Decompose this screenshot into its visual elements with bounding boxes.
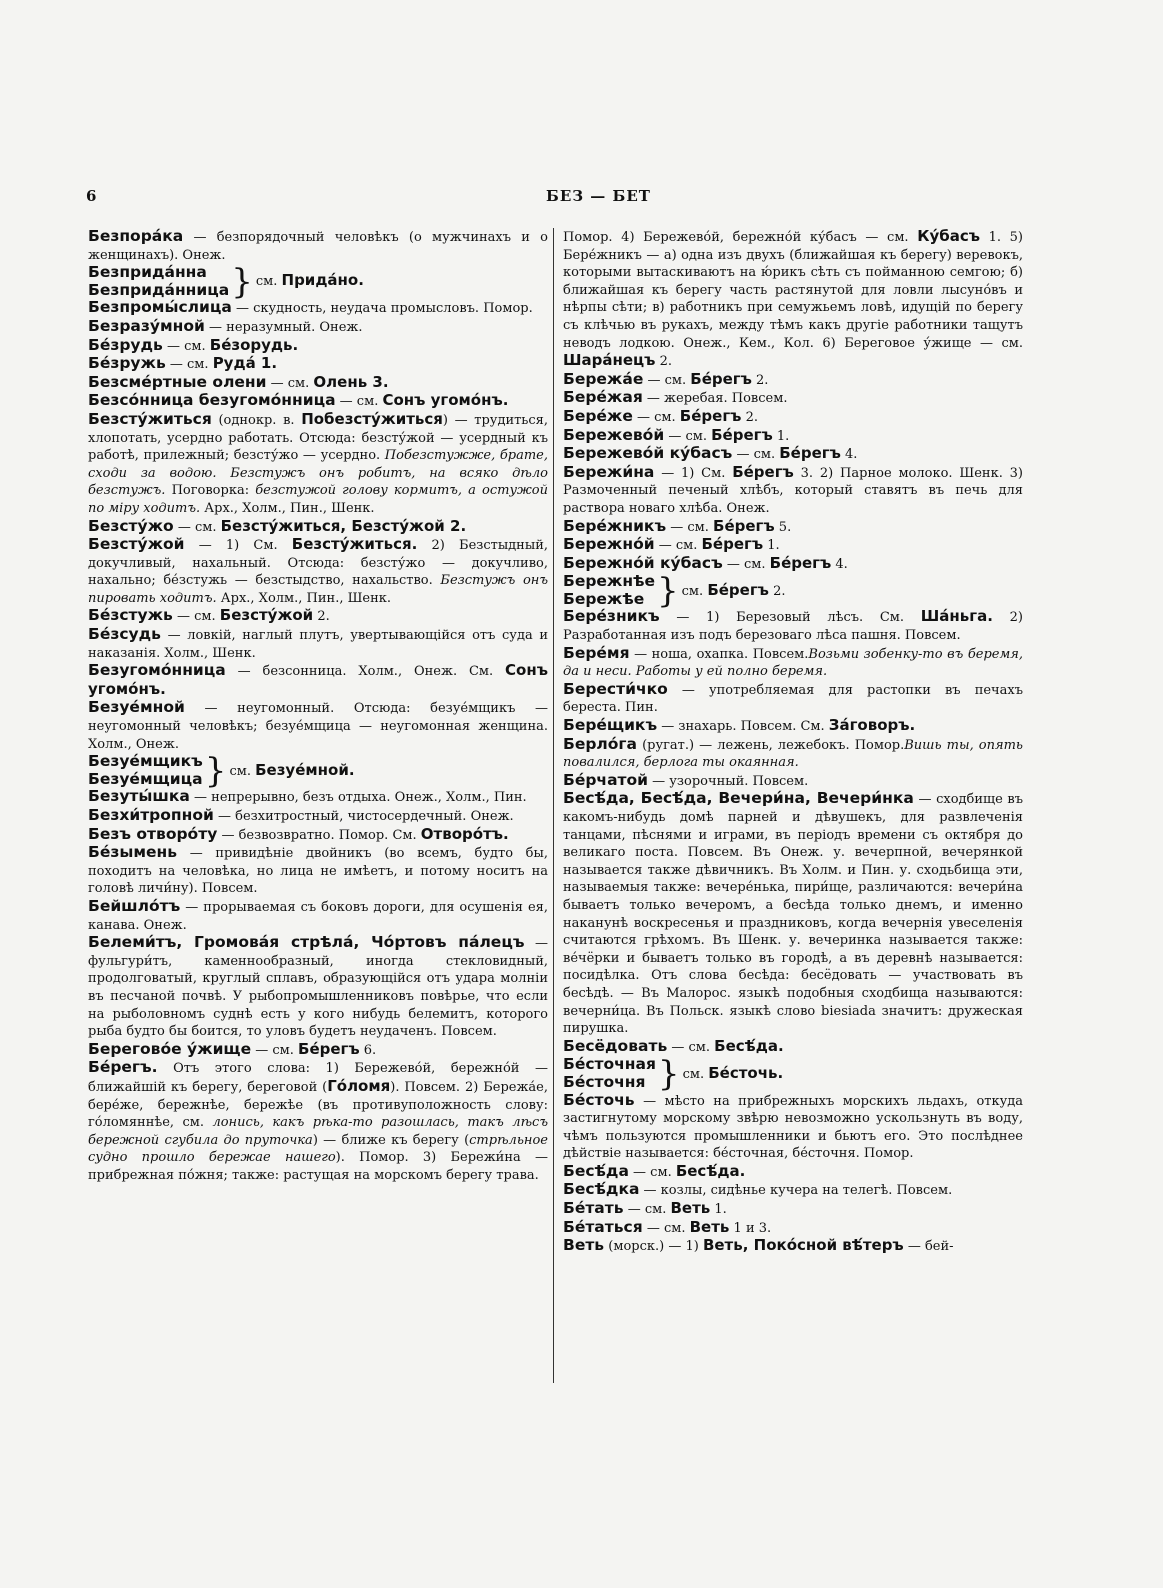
- dictionary-entry: [563, 1163, 1023, 1182]
- headword: Безсо́нница безугомо́нница: [88, 391, 336, 410]
- definition: 2.: [741, 409, 758, 425]
- definition: — см.: [173, 519, 221, 535]
- dictionary-entry: [563, 427, 1023, 446]
- dictionary-entry: [88, 228, 548, 264]
- example-quote: Побезстужже, брате, сходи за водою. Безстужъ онъ робитъ, на всяко дѣло безстужъ.: [88, 448, 549, 499]
- headword: Безуты́шка: [88, 787, 190, 806]
- dictionary-entry: [563, 1237, 1023, 1256]
- entry-group: [563, 1053, 1023, 1094]
- dictionary-entry: [563, 228, 1023, 371]
- reference-word: Бе́регъ: [732, 462, 794, 481]
- brace-symbol: }: [231, 261, 253, 302]
- page-header: [86, 187, 1086, 211]
- definition: — безсонница. Холм., Онеж. См.: [225, 664, 506, 680]
- definition: 1.: [763, 538, 780, 554]
- reference-word: Побезсту́житься: [301, 409, 443, 428]
- see-label: см.: [229, 763, 256, 779]
- dictionary-entry: [88, 626, 548, 662]
- see-label: см.: [681, 583, 708, 599]
- definition: — безпорядочный человѣкъ (о мужчинахъ и о женщинахъ). Онеж.: [88, 230, 548, 263]
- headword: Бережево́й ку́басъ: [563, 444, 733, 463]
- reference-word: Бе́регъ: [298, 1039, 360, 1058]
- headword: Бе́таться: [563, 1217, 643, 1236]
- headword: Безсме́ртные олени: [88, 372, 267, 391]
- reference-word: Бе́регъ: [679, 406, 742, 425]
- headword: Берести́чко: [563, 679, 668, 698]
- definition: — 1) Березовый лѣсъ. См.: [659, 610, 921, 626]
- example-quote: Вишь ты, опять повалился, берлога ты окаянная.: [563, 737, 1023, 771]
- definition: — см.: [632, 409, 680, 425]
- dictionary-entry: [563, 608, 1023, 644]
- definition: — см.: [623, 1202, 671, 1218]
- headword: Берегово́е у́жище: [88, 1039, 252, 1058]
- headword: Бере́мя: [563, 643, 630, 662]
- reference-word: Бе́регъ: [701, 535, 764, 554]
- definition: ) — ближе къ берегу (: [312, 1132, 470, 1148]
- headword: Безуе́мщица: [88, 769, 203, 788]
- dictionary-entry: [88, 807, 548, 826]
- headword: Бере́зникъ: [563, 607, 660, 626]
- definition: — см.: [722, 556, 770, 572]
- reference-word: Бе́регъ: [711, 425, 773, 444]
- reference-word: Бе́зорудь.: [209, 335, 299, 354]
- definition: Поговорка:: [165, 483, 256, 499]
- reference-word: Сонъ угомо́нъ.: [88, 661, 548, 698]
- entry-group: [563, 570, 1023, 611]
- headword-list: [563, 573, 655, 608]
- definition: — см.: [664, 428, 712, 444]
- running-head: БЕЗ — БЕТ: [546, 187, 651, 205]
- definition: — см.: [666, 519, 714, 535]
- entry-group: [88, 750, 548, 791]
- definition: — знахарь. Повсем. См.: [657, 719, 829, 735]
- dictionary-entry: [563, 1200, 1023, 1219]
- reference-word: Бе́регъ: [713, 516, 775, 535]
- headword: Белеми́тъ, Громова́я стрѣла́, Чо́ртовъ па́лецъ: [88, 933, 525, 952]
- dictionary-entry: [563, 408, 1023, 427]
- reference-word: Шара́нецъ: [563, 351, 656, 370]
- definition: — см.: [251, 1042, 299, 1058]
- headword: Бе́зстужь: [88, 606, 173, 625]
- example-quote: Возьми зобенку-то въ беремя, да и неси. Работы у ей полно беремя.: [563, 646, 1023, 680]
- dictionary-entry: [88, 518, 548, 537]
- definition: Отъ этого слова: 1) Бережево́й, бережно́й — ближайшій къ берегу, береговой (: [88, 1061, 548, 1095]
- dictionary-entry: [88, 411, 548, 518]
- definition: 1.: [772, 428, 790, 444]
- reference-word: Прида́но.: [281, 271, 364, 290]
- definition: 1. 5) Бере́жникъ — а) одна изъ двухъ (ближайшая къ берегу) веревокъ, которыми вытаскиваютъ на ю́рикъ сѣть съ пойманною семгою; б) ближайшая къ берегу часть растянутой для ловли лысуно́въ и нѣрпы сѣти; в) работникъ при семужьемъ ловѣ, идущій по берегу съ клѣчью въ рукахъ, между тѣмъ какъ другіе работники тащутъ неводъ лодкою. Онеж., Кем., Кол. 6) Береговое у́жище — см.: [563, 230, 1023, 351]
- definition: — см.: [335, 394, 383, 410]
- definition: — ловкій, наглый плутъ, увертывающійся отъ суда и наказанія. Холм., Шенк.: [88, 628, 548, 661]
- entry-group: [88, 261, 548, 302]
- dictionary-entry: [88, 934, 548, 1041]
- cross-reference: [256, 272, 364, 291]
- dictionary-entry: [563, 736, 1023, 772]
- reference-word: Безуе́мной.: [255, 760, 355, 779]
- headword: Безсту́жо: [88, 516, 174, 535]
- dictionary-entry: [563, 790, 1023, 1037]
- definition: — безхитростный, чистосердечный. Онеж.: [213, 809, 514, 824]
- cross-reference: [682, 582, 786, 601]
- definition: 2) Безстыдный, докучливый, нахальный. Отсюда: безсту́жо — докучливо, нахально; бе́зстужь — безстыдство, нахальство.: [88, 538, 548, 589]
- dictionary-entry: [88, 337, 548, 356]
- headword: Бережно́й ку́басъ: [563, 553, 723, 572]
- definition: — узорочный. Повсем.: [648, 773, 809, 789]
- dictionary-entry: [563, 681, 1023, 717]
- headword-list: [88, 264, 229, 299]
- headword: Бе́зрудь: [88, 335, 163, 354]
- dictionary-entry: [88, 1059, 548, 1184]
- dictionary-entry: [563, 717, 1023, 736]
- reference-word: Веть, Поко́сной вѣ́теръ: [702, 1236, 904, 1255]
- headword: Бе́зсудь: [88, 625, 161, 644]
- headword: Бере́щикъ: [563, 716, 658, 735]
- headword: Безпора́ка: [88, 227, 184, 245]
- reference-word: Безсту́жой: [219, 606, 314, 625]
- reference-suffix: 2.: [768, 583, 786, 599]
- reference-word: Руда́ 1.: [212, 354, 278, 373]
- definition: (однокр. в.: [211, 412, 302, 428]
- reference-word: Олень 3.: [313, 372, 389, 391]
- dictionary-entry: [88, 374, 548, 393]
- headword: Бе́сточная: [563, 1055, 656, 1074]
- definition: — неразумный. Онеж.: [204, 319, 363, 335]
- example-quote: стрѣльное судно прошло бережае нашего: [88, 1132, 548, 1166]
- dictionary-entry: [563, 389, 1023, 408]
- dictionary-entry: [88, 1041, 548, 1060]
- definition: — козлы, сидѣнье кучера на телегѣ. Повсем.: [639, 1183, 953, 1199]
- dictionary-entry: [88, 826, 548, 845]
- definition: ). Помор. 3) Бережи́на — прибрежная по́жня; также: растущая на морскомъ берегу трава.: [88, 1150, 548, 1183]
- definition: — привидѣніе двойникъ (во всемъ, будто бы, походитъ на человѣка, но лица не имѣетъ, и потому носитъ на головѣ личи́ну). Повсем.: [88, 846, 548, 897]
- page-number: 6: [86, 187, 97, 205]
- definition: — неугомонный. Отсюда: безуе́мщикъ — неугомонный человѣкъ; безуе́мщица — неугомонная женщина. Холм., Онеж.: [88, 701, 548, 752]
- definition: 1.: [710, 1202, 727, 1218]
- definition: 4.: [831, 556, 848, 572]
- definition: ) — трудиться, хлопотать, усердно работать. Отсюда: безсту́жой — усердный къ работѣ, прилежный; безсту́жо — усердно.: [88, 412, 548, 464]
- definition: — безвозвратно. Помор. См.: [217, 827, 421, 843]
- headword: Бережѣе: [563, 589, 645, 608]
- dictionary-entry: [563, 445, 1023, 464]
- dictionary-entry: [563, 464, 1023, 518]
- definition: 2.: [313, 609, 330, 625]
- dictionary-entry: [563, 1038, 1023, 1057]
- headword: Бережево́й: [563, 425, 665, 444]
- example-quote: лонись, какъ рѣка-то разошлась, такъ лѣсъ бережной сгубила до пруточка: [88, 1115, 548, 1148]
- dictionary-entry: [88, 844, 548, 898]
- headword: Бе́зружь: [88, 354, 166, 373]
- definition: — см.: [162, 338, 210, 354]
- definition: — мѣсто на прибрежныхъ морскихъ льдахъ, откуда застигнутому морскому звѣрю невозможно ускользнуть въ воду, чѣмъ пользуются промышленники и бьютъ его. Это послѣднее дѣйствіе называется: бе́сточная, бе́сточня. Помор.: [563, 1093, 1023, 1162]
- reference-word: Сонъ угомо́нъ.: [382, 391, 509, 410]
- definition: — фульгури́тъ, каменнообразный, иногда стекловидный, продолговатый, круглый сплавъ, образующійся отъ удара молніи въ песчаной почвѣ. У рыбопромышленниковъ повѣрье, что если на рыболовномъ суднѣ есть у кого нибудь белемитъ, которого рыба будто бы боится, то уловъ будетъ неудаченъ. Повсем.: [88, 936, 548, 1040]
- headword: Бесѣ́да: [563, 1161, 629, 1180]
- headword: Берло́га: [563, 734, 637, 753]
- headword: Бе́зымень: [88, 843, 178, 862]
- reference-word: Отворо́тъ.: [420, 824, 509, 843]
- headword-list: [88, 753, 203, 788]
- dictionary-entry: [563, 772, 1023, 791]
- dictionary-entry: [563, 555, 1023, 574]
- reference-word: Бе́сточь.: [708, 1063, 784, 1082]
- definition: — 1) См.: [654, 465, 733, 481]
- definition: — см.: [628, 1164, 676, 1180]
- headword: Безъ отворо́ту: [88, 824, 218, 843]
- headword: Бе́тать: [563, 1199, 624, 1218]
- reference-word: Ку́басъ: [917, 227, 980, 245]
- dictionary-entry: [88, 662, 548, 699]
- headword: Бе́регъ.: [88, 1058, 158, 1077]
- dictionary-entry: [88, 318, 548, 337]
- definition: Повсем.: [752, 646, 809, 662]
- reference-word: Бе́регъ: [769, 553, 832, 572]
- dictionary-entry: [88, 355, 548, 374]
- definition: — см.: [643, 372, 691, 388]
- right-column: [563, 228, 1023, 1256]
- definition: 5.: [774, 519, 792, 535]
- reference-word: Бесѣ́да.: [714, 1036, 784, 1055]
- headword: Безразу́мной: [88, 316, 205, 335]
- definition: — скудность, неудача промысловъ. Помор.: [231, 301, 533, 317]
- see-label: см.: [682, 1066, 709, 1082]
- headword-list: [563, 1056, 656, 1091]
- headword: Бере́же: [563, 406, 633, 425]
- definition: 1 и 3.: [729, 1220, 772, 1236]
- dictionary-entry: [563, 1092, 1023, 1163]
- example-quote: Безстужъ онъ пировать ходитъ.: [88, 573, 548, 606]
- reference-word: Бесѣ́да.: [675, 1161, 746, 1180]
- definition: (морск.) — 1): [604, 1239, 703, 1255]
- definition: — жеребая. Повсем.: [642, 391, 788, 407]
- definition: — ноша, охапка.: [629, 646, 753, 662]
- headword: Бесёдовать: [563, 1036, 668, 1055]
- definition: 2.: [751, 372, 769, 388]
- reference-word: Безсту́житься.: [291, 535, 418, 554]
- headword: Бережно́й: [563, 535, 655, 554]
- definition: ). Повсем. 2) Бережа́е, бере́же, бережнѣе, бережѣе (въ противуположность слову: го́ломяннѣе, см.: [88, 1079, 548, 1131]
- reference-word: Бе́регъ: [690, 369, 752, 388]
- definition: — см.: [266, 375, 314, 391]
- dictionary-entry: [88, 788, 548, 807]
- headword: Безхи́тропной: [88, 806, 214, 824]
- headword: Бере́жникъ: [563, 516, 667, 535]
- dictionary-entry: [563, 645, 1023, 681]
- reference-word: Го́ломя: [327, 1076, 391, 1095]
- headword: Безприда́нна: [88, 263, 207, 282]
- definition: 3. 2) Парное молоко. Шенк. 3) Размоченный печеный хлѣбъ, который ставятъ въ печь для раствора новаго хлѣба. Онеж.: [563, 465, 1023, 516]
- headword: Веть: [563, 1236, 605, 1255]
- dictionary-entry: [563, 1181, 1023, 1200]
- brace-symbol: }: [204, 750, 227, 791]
- reference-word: Бе́регъ: [707, 580, 769, 599]
- dictionary-entry: [88, 536, 548, 607]
- definition: — см.: [642, 1220, 690, 1236]
- cross-reference: [229, 762, 354, 781]
- cross-reference: [683, 1065, 784, 1084]
- dictionary-entry: [88, 299, 548, 318]
- headword: Бесѣ́дка: [563, 1180, 640, 1199]
- dictionary-entry: [88, 699, 548, 753]
- definition: 2.: [655, 354, 672, 370]
- definition: — непрерывно, безъ отдыха. Онеж., Холм., Пин.: [189, 790, 527, 806]
- dictionary-entry: [88, 607, 548, 626]
- definition: (ругат.) — лежень, лежебокъ.: [636, 737, 855, 753]
- headword: Бесѣ́да, Бесѣ́да, Вечери́на, Вечери́нка: [563, 789, 914, 808]
- headword: Бережнѣе: [563, 572, 655, 591]
- reference-word: Веть: [670, 1199, 711, 1218]
- headword: Безуе́мщикъ: [88, 752, 203, 771]
- definition: — см.: [667, 1039, 715, 1055]
- headword: Безсту́жой: [88, 535, 185, 554]
- headword: Бережи́на: [563, 462, 655, 481]
- see-label: см.: [255, 274, 282, 290]
- reference-word: Веть: [689, 1217, 730, 1236]
- brace-symbol: }: [657, 570, 679, 611]
- definition: — 1) См.: [184, 538, 292, 554]
- reference-word: Ша́ньга.: [920, 607, 993, 626]
- definition: Арх., Холм., Пин., Шенк.: [216, 590, 392, 606]
- definition: 2) Разработанная изъ подъ березоваго лѣса пашня. Повсем.: [563, 610, 1023, 644]
- headword: Бере́жая: [563, 388, 643, 407]
- dictionary-entry: [88, 392, 548, 411]
- definition: 6.: [359, 1042, 377, 1058]
- headword: Безприда́нница: [88, 280, 230, 299]
- definition: — см.: [165, 357, 213, 373]
- column-divider: [553, 228, 554, 1383]
- definition: — сходбище въ какомъ-нибудь домѣ парней и дѣвушекъ, для развлеченія танцами, пѣснями и играми, въ періодъ времени съ октября до великаго поста. Повсем. Въ Онеж. у. вечерпной, вечерянкой называется также дѣвичникъ. Въ Холм. и Пин. у. сходьбища эти, называемыя также: вечере́нька, пири́ще, различаются: вечери́на бываетъ только вечеромъ, а бесѣда только днемъ, и именно наканунѣ воскресенья и праздниковъ, когда вечернія увеселенія считаются грѣхомъ. Въ Шенк. у. вечеринка называется также: ве́чёрки и бываетъ только въ городѣ, а въ деревнѣ называется: посидѣлка. Отъ слова бесѣда: бесёдовать — участвовать въ бесѣдѣ. — Въ Малорос. языкѣ подобныя сходбища называются: вечерни́ца. Въ Польск. языкѣ слово biesiada значитъ: дружеская пирушка.: [563, 792, 1023, 1037]
- dictionary-entry: [563, 371, 1023, 390]
- reference-word: Бе́регъ: [779, 444, 841, 463]
- definition: — см.: [654, 538, 702, 554]
- headword: Бе́сточня: [563, 1072, 646, 1091]
- reference-word: За́говоръ.: [828, 716, 916, 735]
- headword: Бейшло́тъ: [88, 896, 181, 915]
- dictionary-entry: [88, 898, 548, 934]
- headword: Бережа́е: [563, 369, 644, 388]
- headword: Безпромы́слица: [88, 298, 232, 317]
- left-column: [88, 228, 548, 1184]
- headword: Безугомо́нница: [88, 661, 226, 680]
- definition: Арх., Холм., Пин., Шенк.: [200, 500, 375, 516]
- definition: Помор. 4) Бережево́й, бережно́й ку́басъ — см.: [563, 230, 918, 245]
- definition: — см.: [732, 447, 780, 463]
- definition: — см.: [172, 609, 220, 625]
- definition: — употребляемая для растопки въ печахъ береста. Пин.: [563, 682, 1023, 716]
- headword: Безуе́мной: [88, 698, 185, 717]
- dictionary-entry: [563, 536, 1023, 555]
- definition: — бей-: [903, 1239, 954, 1255]
- headword: Бе́сточь: [563, 1090, 635, 1109]
- dictionary-entry: [563, 518, 1023, 537]
- example-quote: безстужой голову кормитъ, а остужой по міру ходитъ.: [88, 483, 548, 516]
- brace-symbol: }: [657, 1053, 680, 1094]
- definition: Помор.: [854, 737, 905, 753]
- reference-word: Безсту́житься, Безсту́жой 2.: [220, 516, 467, 535]
- headword: Бе́рчатой: [563, 770, 649, 789]
- dictionary-entry: [563, 1219, 1023, 1238]
- definition: 4.: [840, 447, 858, 463]
- definition: — прорываемая съ боковъ дороги, для осушенія ея, канава. Онеж.: [88, 899, 548, 933]
- headword: Безсту́житься: [88, 409, 212, 428]
